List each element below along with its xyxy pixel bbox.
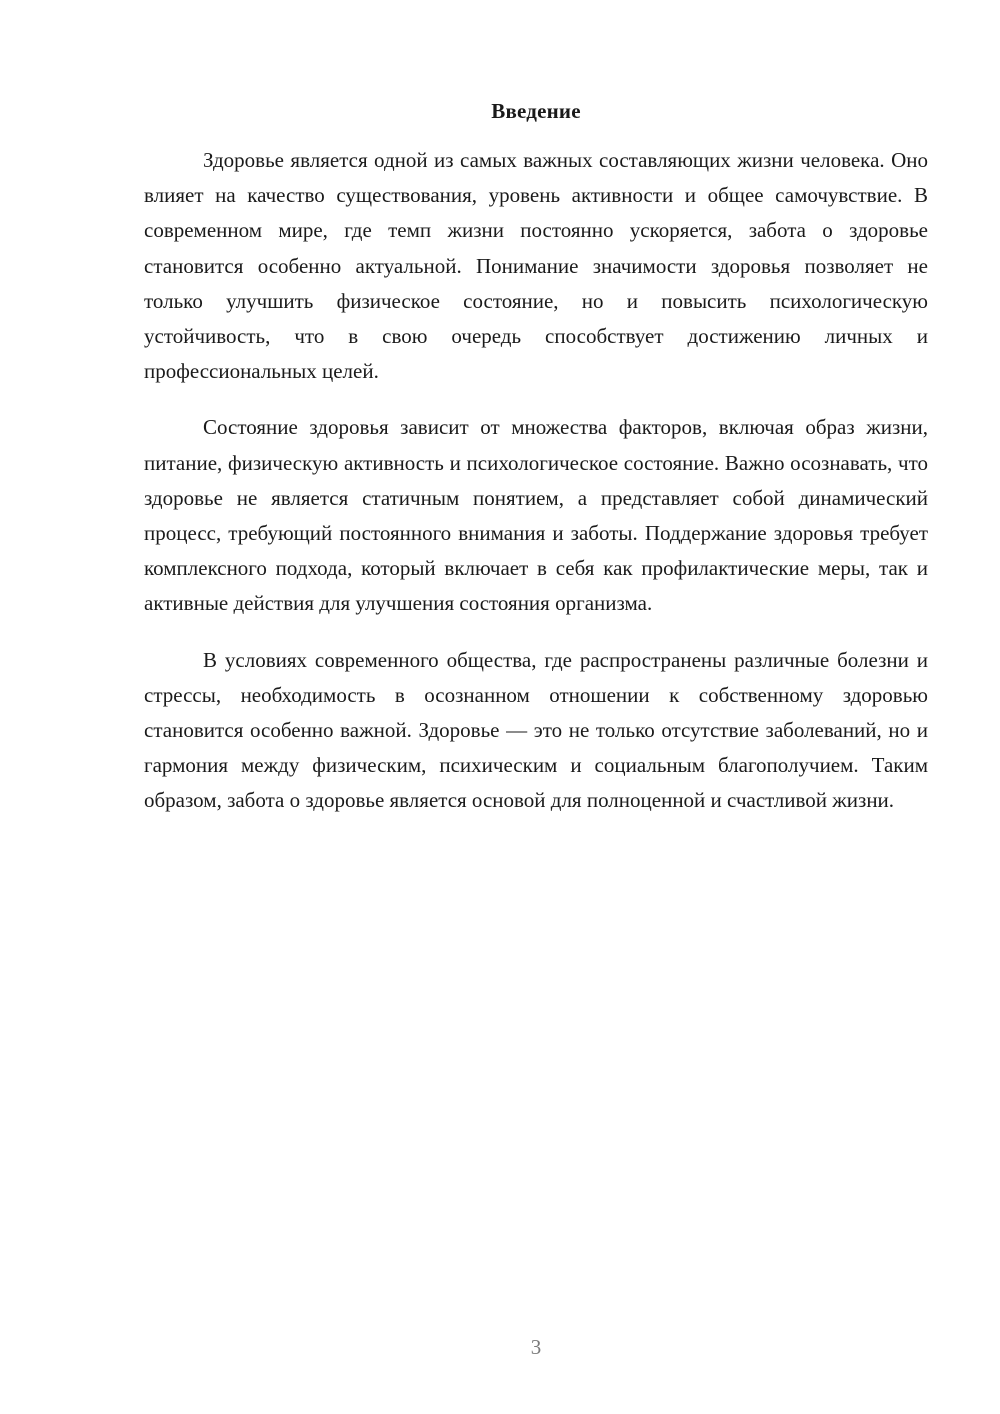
paragraph-3: В условиях современного общества, где распространены различные болезни и стрессы, необходимость в осознанном отношении к собственному здоровью становится особенно важной. Здоровье — это не только отсутствие заболеваний, но и гармония между физическим, психическим и социальным благополучием. Таким образом, забота о здоровье является основой для полноценной и счастливой жизни. (144, 647, 928, 813)
page-title: Введение (491, 99, 581, 123)
document-body (144, 143, 928, 840)
paragraph-1: Здоровье является одной из самых важных составляющих жизни человека. Оно влияет на качество существования, уровень активности и общее самочувствие. В современном мире, где темп жизни постоянно ускоряется, забота о здоровье становится особенно актуальной. Понимание значимости здоровья позволяет не только улучшить физическое состояние, но и повысить психологическую устойчивость, что в свою очередь способствует достижению личных и профессиональных целей. (144, 148, 928, 384)
page-number: 3 (530, 1335, 542, 1359)
paragraph-2: Состояние здоровья зависит от множества факторов, включая образ жизни, питание, физическую активность и психологическое состояние. Важно осознавать, что здоровье не является статичным понятием, а представляет собой динамический процесс, требующий постоянного внимания и заботы. Поддержание здоровья требует комплексного подхода, который включает в себя как профилактические меры, так и активные действия для улучшения состояния организма. (144, 415, 928, 616)
